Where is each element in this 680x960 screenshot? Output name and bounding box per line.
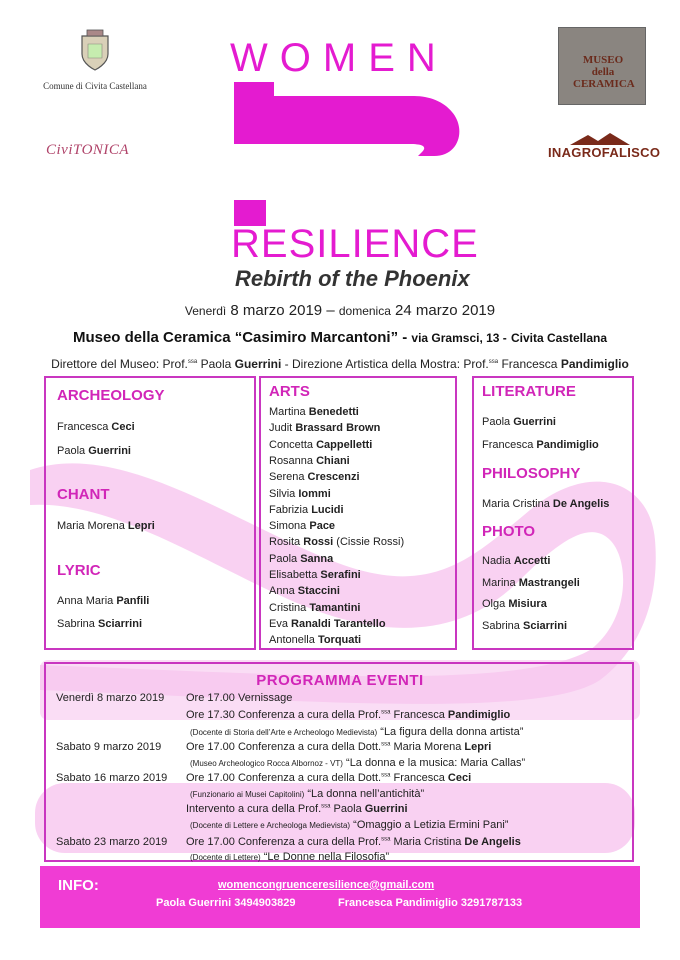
programma-date: Sabato 9 marzo 2019 xyxy=(56,741,162,753)
museum-logo xyxy=(558,27,646,105)
box-arts xyxy=(259,376,457,650)
mountain-icon xyxy=(570,133,630,145)
date-separator: – xyxy=(326,302,335,319)
date-start: 8 marzo 2019 xyxy=(230,302,323,319)
programma-row: Ore 17.00 Conferenza a cura della Dott.$^{ssa}$ Maria Morena Lepri xyxy=(186,741,492,753)
date-end: 24 marzo 2019 xyxy=(395,302,496,319)
section-title-archeology: ARCHEOLOGY xyxy=(57,387,165,404)
title-women: WOMEN xyxy=(230,36,448,80)
inagrofalisco-logo xyxy=(548,143,660,160)
programma-row: (Docente di Lettere e Archeologa Medievista) “Omaggio a Letizia Ermini Pani” xyxy=(190,819,509,831)
info-contact-2: Francesca Pandimiglio 3291787133 xyxy=(338,897,523,909)
list-item: Judit Brassard Brown xyxy=(269,422,381,435)
director-line xyxy=(0,357,680,371)
programma-date: Sabato 16 marzo 2019 xyxy=(56,772,168,784)
list-item: Paola Sanna xyxy=(269,552,334,565)
director-first-name: Paola xyxy=(200,357,232,371)
list-item: Eva Ranaldi Tarantello xyxy=(269,617,386,630)
list-item: Marina Mastrangeli xyxy=(482,577,580,589)
box-right xyxy=(472,376,634,650)
list-item: Olga Misiura xyxy=(482,598,547,610)
date-day1: Venerdì xyxy=(184,304,227,318)
list-item: Francesca Pandimiglio xyxy=(482,439,599,451)
programma-title: PROGRAMMA EVENTI xyxy=(256,672,424,689)
list-item: Anna Maria Panfili xyxy=(57,595,150,607)
info-email-link[interactable]: womencongruenceresilience@gmail.com xyxy=(218,879,435,891)
section-title-arts: ARTS xyxy=(269,383,310,400)
list-item: Paola Guerrini xyxy=(57,445,131,457)
venue-address: via Gramsci, 13 - xyxy=(411,331,507,345)
list-item: Martina Benedetti xyxy=(269,406,359,418)
box-left xyxy=(44,376,256,650)
curator-label: - Direzione Artistica della Mostra: Prof. xyxy=(284,357,489,371)
list-item: Serena Crescenzi xyxy=(269,471,360,484)
programma-row: Ore 17.00 Conferenza a cura della Prof.$^{ssa}$ Maria Cristina De Angelis xyxy=(186,836,521,848)
programma-row: (Docente di Lettere) “Le Donne nella Filosofia” xyxy=(190,851,390,863)
programma-date: Venerdì 8 marzo 2019 xyxy=(56,692,165,704)
list-item: Concetta Cappelletti xyxy=(269,438,373,451)
programma-row: Ore 17.30 Conferenza a cura della Prof.$^{ssa}$ Francesca Pandimiglio xyxy=(186,709,511,721)
list-item: Nadia Accetti xyxy=(482,555,551,567)
curator-first-name: Francesca xyxy=(501,357,558,371)
list-item: Antonella Torquati xyxy=(269,634,362,647)
venue-name: Museo della Ceramica “Casimiro Marcantoni” - xyxy=(72,329,408,346)
date-day2: domenica xyxy=(338,304,391,318)
inagrofalisco-text: INAGROFALISCO xyxy=(548,145,661,160)
programma-row: Ore 17.00 Conferenza a cura della Dott.$^{ssa}$ Francesca Ceci xyxy=(186,772,472,784)
list-item: Francesca Ceci xyxy=(57,421,135,433)
programma-row: Ore 17.00 Vernissage xyxy=(186,692,293,704)
comune-logo xyxy=(40,28,150,91)
list-item: Sabrina Sciarrini xyxy=(482,620,568,632)
programma-row: (Funzionario ai Musei Capitolini) “La donna nell’antichità” xyxy=(190,788,425,800)
list-item: Anna Staccini xyxy=(269,585,340,598)
venue xyxy=(0,329,680,346)
director-sup: ssa xyxy=(187,359,198,365)
list-item: Paola Guerrini xyxy=(482,416,556,428)
phoenix-s-shape xyxy=(230,82,470,228)
curator-last-name: Pandimiglio xyxy=(560,357,629,371)
director-label: Direttore del Museo: Prof. xyxy=(51,357,188,371)
programma-row: (Docente di Storia dell’Arte e Archeologo Medievista) “La figura della donna artista” xyxy=(190,726,524,738)
info-bar xyxy=(40,866,640,928)
section-title-photo: PHOTO xyxy=(482,523,536,540)
list-item: Rosita Rossi (Cissie Rossi) xyxy=(269,536,405,549)
list-item: Rosanna Chiani xyxy=(269,454,350,467)
info-contact-1: Paola Guerrini 3494903829 xyxy=(156,897,296,909)
list-item: Silvia Iommi xyxy=(269,487,331,500)
venue-city: Civita Castellana xyxy=(510,331,608,345)
section-title-chant: CHANT xyxy=(57,486,110,503)
civitonica-logo: CiviTONICA xyxy=(46,142,130,158)
list-item: Maria Morena Lepri xyxy=(57,520,155,532)
list-item: Fabrizia Lucidi xyxy=(269,503,344,516)
info-label: INFO: xyxy=(58,877,99,894)
programma-row: Intervento a cura della Prof.$^{ssa}$ Paola Guerrini xyxy=(186,803,408,815)
section-title-literature: LITERATURE xyxy=(482,383,576,400)
list-item: Simona Pace xyxy=(269,520,336,533)
list-item: Cristina Tamantini xyxy=(269,601,361,614)
event-dates xyxy=(0,302,680,319)
section-title-philosophy: PHILOSOPHY xyxy=(482,465,581,482)
title-resilience: RESILIENCE xyxy=(231,222,479,266)
director-last-name: Guerrini xyxy=(234,357,282,371)
title-subtitle: Rebirth of the Phoenix xyxy=(235,266,470,291)
section-title-lyric: LYRIC xyxy=(57,562,101,579)
museum-logo-text: MUSEO della CERAMICA xyxy=(573,54,635,90)
crest-icon xyxy=(78,28,112,72)
comune-caption: Comune di Civita Castellana xyxy=(43,81,147,91)
curator-sup: ssa xyxy=(488,359,499,365)
programma-row: (Museo Archeologico Rocca Albornoz - VT) “La donna e la musica: Maria Callas” xyxy=(190,757,526,769)
list-item: Sabrina Sciarrini xyxy=(57,618,143,630)
list-item: Elisabetta Serafini xyxy=(269,569,361,581)
programma-date: Sabato 23 marzo 2019 xyxy=(56,836,168,848)
list-item: Maria Cristina De Angelis xyxy=(482,498,610,510)
